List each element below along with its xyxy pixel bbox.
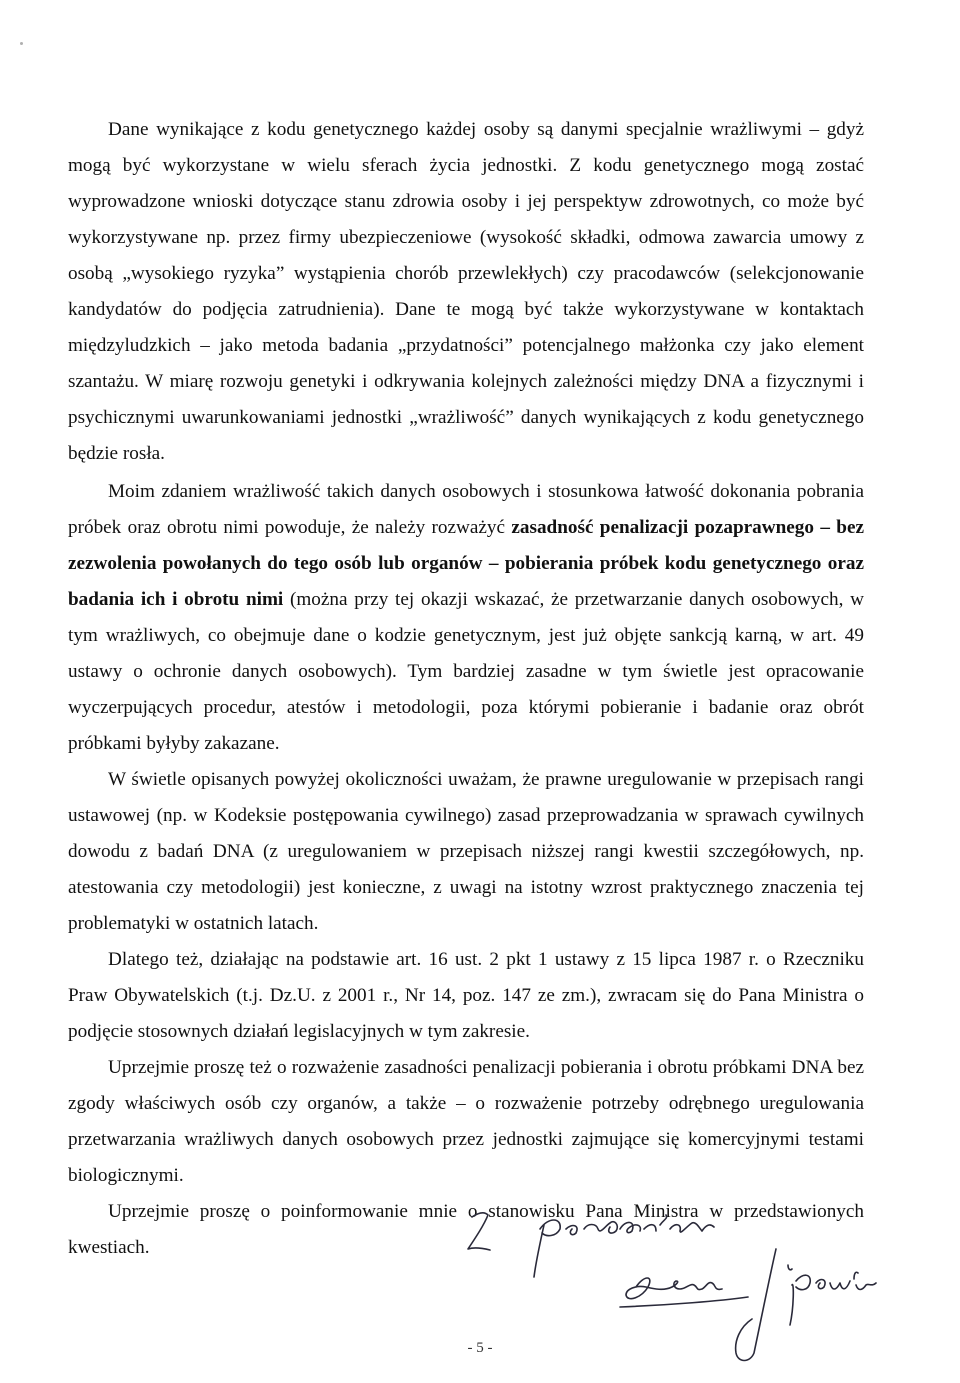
- paragraph-2-text-b: (można przy tej okazji wskazać, że przetwarzanie danych osobowych, w tym wrażliwych, co obejmuje dane o kodzie genetycznym, jest już objęte sankcją karną, w art. 49 ustawy o ochronie danych osobowych). Tym bardziej zasadne w tym świetle jest opracowanie wyczerpujących procedur, atestów i metodologii, poza którymi pobieranie i badanie oraz obrót próbkami byłyby zakazane.: [68, 589, 864, 754]
- paragraph-6-text: Uprzejmie proszę o poinformowanie mnie o stanowisku Pana Ministra w przedstawionych kwestiach.: [68, 1201, 864, 1258]
- signature-stroke-first-name: [626, 1278, 722, 1299]
- paragraph-2-bold-emphasis: zasadność penalizacji pozaprawnego – bez zezwolenia powołanych do tego osób lub organów – pobierania próbek kodu genetycznego oraz badania ich i obrotu nimi: [68, 517, 864, 610]
- scan-speck: [20, 42, 23, 45]
- paragraph-penalization-opinion: [68, 474, 864, 762]
- paragraph-4-text: Dlatego też, działając na podstawie art. 16 ust. 2 pkt 1 ustawy z 15 lipca 1987 r. o Rzeczniku Praw Obywatelskich (t.j. Dz.U. z 2001 r., Nr 14, poz. 147 ze zm.), zwracam się do Pana Ministra o podjęcie stosownych działań legislacyjnych w tym zakresie.: [68, 949, 864, 1042]
- paragraph-request-consideration: [68, 1050, 864, 1194]
- paragraph-2-text-a: Moim zdaniem wrażliwość takich danych osobowych i stosunkowa łatwość dokonania pobrania próbek oraz obrotu nimi powoduje, że należy rozważyć: [68, 481, 864, 538]
- page-number: - 5 -: [467, 1340, 493, 1356]
- signature-stroke-underline: [620, 1297, 748, 1307]
- letter-body: [68, 112, 864, 1266]
- paragraph-1-text: Dane wynikające z kodu genetycznego każdej osoby są danymi specjalnie wrażliwymi – gdyż mogą być wykorzystane w wielu sferach życia jednostki. Z kodu genetycznego mogą zostać wyprowadzone wnioski dotyczące stanu zdrowia osoby i jej perspektyw zdrowotnych, co może być wykorzystywane np. przez firmy ubezpieczeniowe (wysokość składki, odmowa zawarcia umowy z osobą „wysokiego ryzyka” wystąpienia chorób przewlekłych) czy pracodawców (selekcjonowanie kandydatów do podjęcia zatrudnienia). Dane te mogą być także wykorzystywane w kontaktach międzyludzkich – jako metoda badania „przydatności” potencjalnego małżonka czy jako element szantażu. W miarę rozwoju genetyki i odkrywania kolejnych zależności między DNA a fizycznymi i psychicznymi uwarunkowaniami jednostki „wrażliwość” danych wynikających z kodu genetycznego będzie rosła.: [68, 119, 864, 464]
- signature-stroke-closing: [534, 1215, 714, 1277]
- paragraph-genetic-data-sensitivity: [68, 112, 864, 472]
- paragraph-5-text: Uprzejmie proszę też o rozważenie zasadności penalizacji pobierania i obrotu próbkami DNA bez zgody właściwych osób czy organów, a także – o rozważenie potrzeby odrębnego uregulowania przetwarzania wrażliwych danych osobowych przez jednostki zajmujące się komercyjnymi testami biologicznymi.: [68, 1057, 864, 1186]
- paragraph-legal-regulation: [68, 762, 864, 942]
- paragraph-legal-basis: [68, 942, 864, 1050]
- paragraph-3-text: W świetle opisanych powyżej okoliczności uważam, że prawne uregulowanie w przepisach rangi ustawowej (np. w Kodeksie postępowania cywilnego) zasad przeprowadzania w sprawach cywilnych dowodu z badań DNA (z uregulowaniem w przepisach niższej rangi kwestii szczegółowych, np. atestowania czy metodologii) jest konieczne, z uwagi na istotny wzrost praktycznego znaczenia tej problematyki w ostatnich latach.: [68, 769, 864, 934]
- signature-stroke-z: [468, 1213, 490, 1250]
